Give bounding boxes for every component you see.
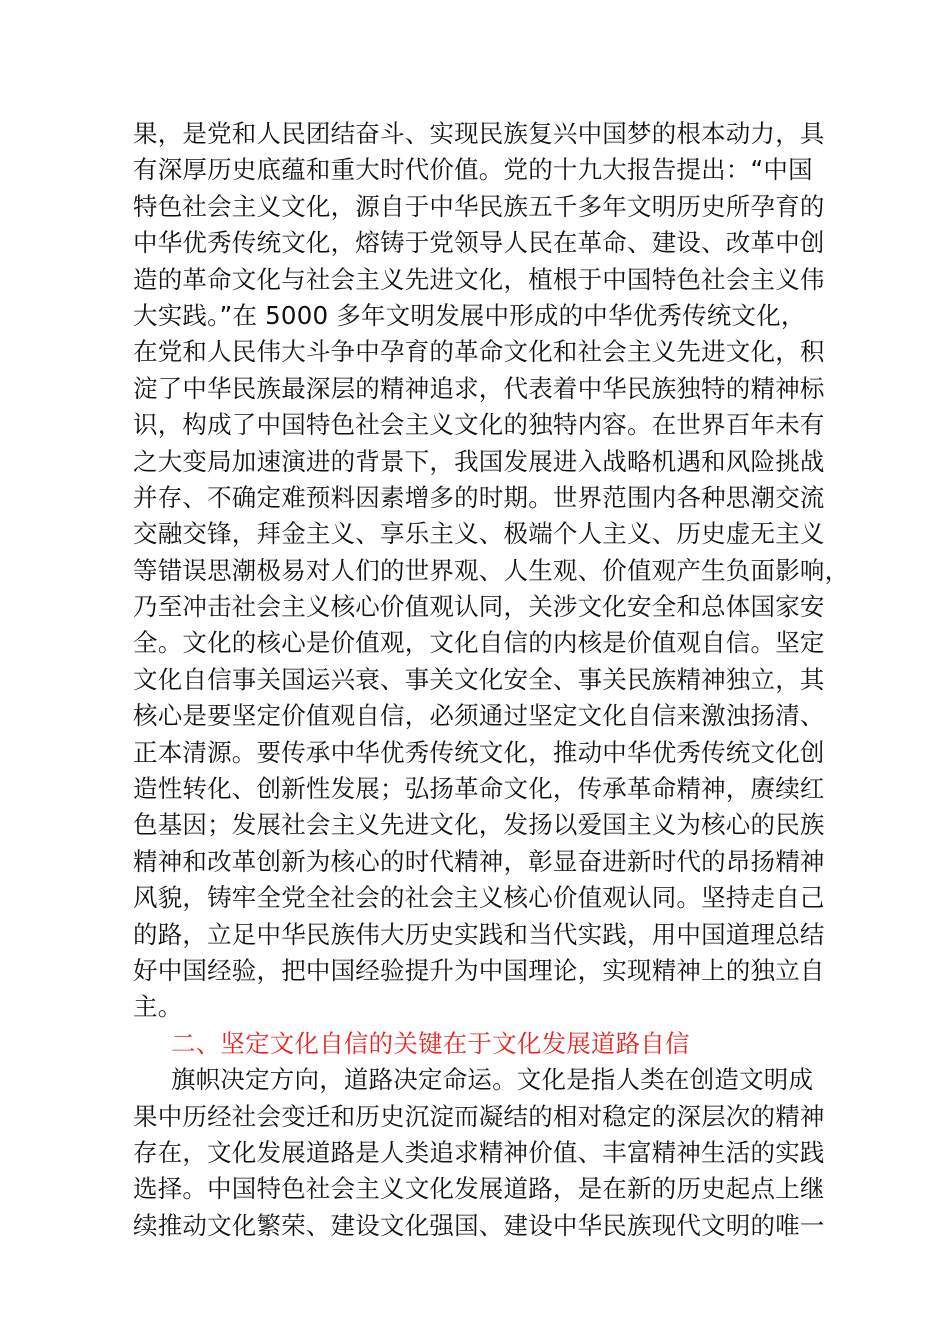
body-line: 果，是党和人民团结奋斗、实现民族复兴中国梦的根本动力，具 — [133, 119, 825, 148]
body-line: 之大变局加速演进的背景下，我国发展进入战略机遇和风险挑战 — [133, 446, 825, 476]
body-line: 交融交锋，拜金主义、享乐主义、极端个人主义、历史虚无主义 — [133, 519, 825, 549]
document-body — [133, 116, 873, 1244]
body-line: 色基因；发展社会主义先进文化，发扬以爱国主义为核心的民族 — [133, 810, 825, 840]
body-line: 全。文化的核心是价值观，文化自信的内核是价值观自信。坚定 — [133, 628, 825, 658]
body-line: 续推动文化繁荣、建设文化强国、建设中华民族现代文明的唯一 — [133, 1210, 825, 1240]
body-line: 造的革命文化与社会主义先进文化，植根于中国特色社会主义伟 — [133, 264, 825, 294]
body-line: 的路，立足中华民族伟大历史实践和当代实践，用中国道理总结 — [133, 919, 825, 949]
body-line: 果中历经社会变迁和历史沉淀而凝结的相对稳定的深层次的精神 — [133, 1101, 825, 1131]
body-line: 核心是要坚定价值观自信，必须通过坚定文化自信来激浊扬清、 — [133, 701, 825, 731]
body-line: 等错误思潮极易对人们的世界观、人生观、价值观产生负面影响， — [133, 555, 850, 585]
paragraph-first-line: 旗帜决定方向，道路决定命运。文化是指人类在创造文明成 — [171, 1065, 814, 1095]
body-line: 特色社会主义文化，源自于中华民族五千多年文明历史所孕育的 — [133, 191, 825, 221]
body-line: 正本清源。要传承中华优秀传统文化，推动中华优秀传统文化创 — [133, 737, 825, 767]
body-line: 精神和改革创新为核心的时代精神，彰显奋进新时代的昂扬精神 — [133, 846, 825, 876]
body-line: 识，构成了中国特色社会主义文化的独特内容。在世界百年未有 — [133, 410, 825, 440]
body-line: 主。 — [133, 992, 183, 1022]
body-line: 选择。中国特色社会主义文化发展道路，是在新的历史起点上继 — [133, 1174, 825, 1204]
body-line: 有深厚历史底蕴和重大时代价值。党的十九大报告提出：“中国 — [133, 155, 813, 185]
body-line: 文化自信事关国运兴衰、事关文化安全、事关民族精神独立，其 — [133, 664, 825, 694]
body-line: 中华优秀传统文化，熔铸于党领导人民在革命、建设、改革中创 — [133, 228, 825, 258]
body-line: 大实践。”在 5000 多年文明发展中形成的中华优秀传统文化， — [133, 300, 806, 330]
body-line: 乃至冲击社会主义核心价值观认同，关涉文化安全和总体国家安 — [133, 592, 825, 622]
body-line: 在党和人民伟大斗争中孕育的革命文化和社会主义先进文化，积 — [133, 337, 825, 367]
section-heading: 二、坚定文化自信的关键在于文化发展道路自信 — [171, 1028, 690, 1058]
body-line: 存在，文化发展道路是人类追求精神价值、丰富精神生活的实践 — [133, 1137, 825, 1167]
body-line: 淀了中华民族最深层的精神追求，代表着中华民族独特的精神标 — [133, 373, 825, 403]
body-line: 造性转化、创新性发展；弘扬革命文化，传承革命精神，赓续红 — [133, 774, 825, 804]
body-line: 风貌，铸牢全党全社会的社会主义核心价值观认同。坚持走自己 — [133, 883, 825, 913]
body-line: 好中国经验，把中国经验提升为中国理论，实现精神上的独立自 — [133, 955, 825, 985]
body-line: 并存、不确定难预料因素增多的时期。世界范围内各种思潮交流 — [133, 482, 825, 512]
